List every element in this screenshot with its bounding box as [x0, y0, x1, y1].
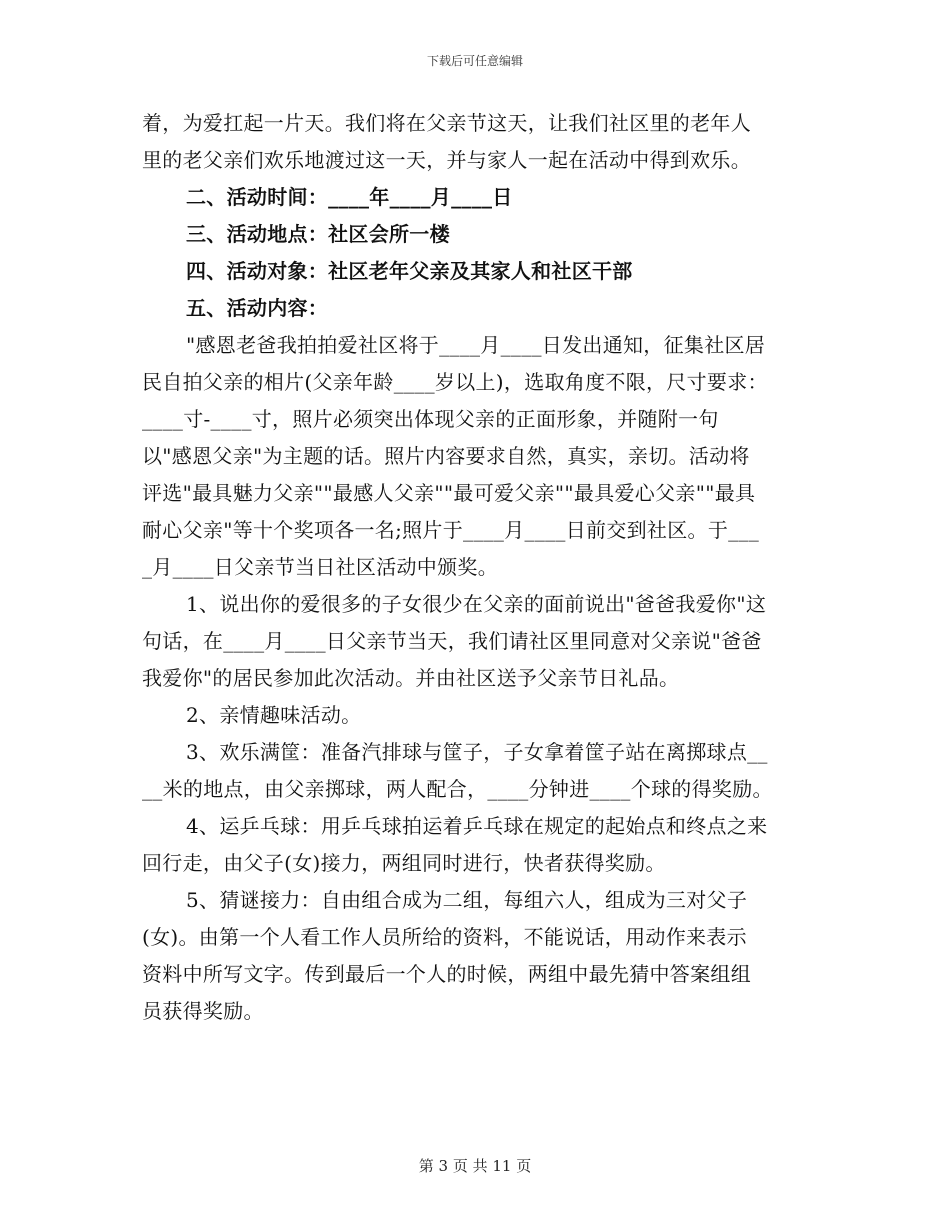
paragraph-line: (女)。由第一个人看工作人员所给的资料，不能说话，用动作来表示 [142, 925, 747, 949]
list-item-4: 4、运乒乓球：用乒乓球拍运着乒乓球在规定的起始点和终点之来 [186, 814, 768, 838]
paragraph-line: 评选"最具魅力父亲""最感人父亲""最可爱父亲""最具爱心父亲""最具 [142, 481, 756, 505]
paragraph-line: 句话，在____月____日父亲节当天，我们请社区里同意对父亲说"爸爸 [142, 629, 762, 653]
list-item-2: 2、亲情趣味活动。 [186, 703, 362, 727]
paragraph-line: "感恩老爸我拍拍爱社区将于____月____日发出通知，征集社区居 [186, 333, 766, 357]
paragraph-line: __米的地点，由父亲掷球，两人配合，____分钟进____个球的得奖励。 [142, 777, 773, 801]
section-heading-location: 三、活动地点：社区会所一楼 [186, 222, 450, 246]
paragraph-line: 民自拍父亲的相片(父亲年龄____岁以上)，选取角度不限，尺寸要求： [142, 370, 768, 394]
paragraph-line: ____寸-____寸，照片必须突出体现父亲的正面形象，并随附一句 [142, 407, 719, 431]
paragraph-line: _月____日父亲节当日社区活动中颁奖。 [142, 555, 498, 579]
page-header: 下载后可任意编辑 [426, 54, 523, 68]
document-body [142, 105, 808, 1030]
list-item-5: 5、猜谜接力：自由组合成为二组，每组六人，组成为三对父子 [186, 888, 748, 912]
paragraph-line: 回行走，由父子(女)接力，两组同时进行，快者获得奖励。 [142, 851, 666, 875]
paragraph-line: 员获得奖励。 [142, 999, 264, 1023]
paragraph-line: 里的老父亲们欢乐地渡过这一天，并与家人一起在活动中得到欢乐。 [142, 148, 751, 172]
paragraph-line: 资料中所写文字。传到最后一个人的时候，两组中最先猜中答案组组 [142, 962, 751, 986]
page-number: 第 3 页 共 11 页 [418, 1157, 532, 1175]
paragraph-line: 以"感恩父亲"为主题的话。照片内容要求自然，真实，亲切。活动将 [142, 444, 750, 468]
list-item-3: 3、欢乐满筐：准备汽排球与筐子，子女拿着筐子站在离掷球点__ [186, 740, 768, 764]
paragraph-line: 着，为爱扛起一片天。我们将在父亲节这天，让我们社区里的老年人 [142, 111, 751, 135]
section-heading-time: 二、活动时间：____年____月____日 [186, 185, 513, 209]
section-heading-audience: 四、活动对象：社区老年父亲及其家人和社区干部 [186, 259, 633, 283]
paragraph-line: 我爱你"的居民参加此次活动。并由社区送予父亲节日礼品。 [142, 666, 680, 690]
section-heading-content: 五、活动内容： [186, 296, 329, 320]
list-item-1: 1、说出你的爱很多的子女很少在父亲的面前说出"爸爸我爱你"这 [186, 592, 767, 616]
paragraph-line: 耐心父亲"等十个奖项各一名;照片于____月____日前交到社区。于___ [142, 518, 760, 542]
